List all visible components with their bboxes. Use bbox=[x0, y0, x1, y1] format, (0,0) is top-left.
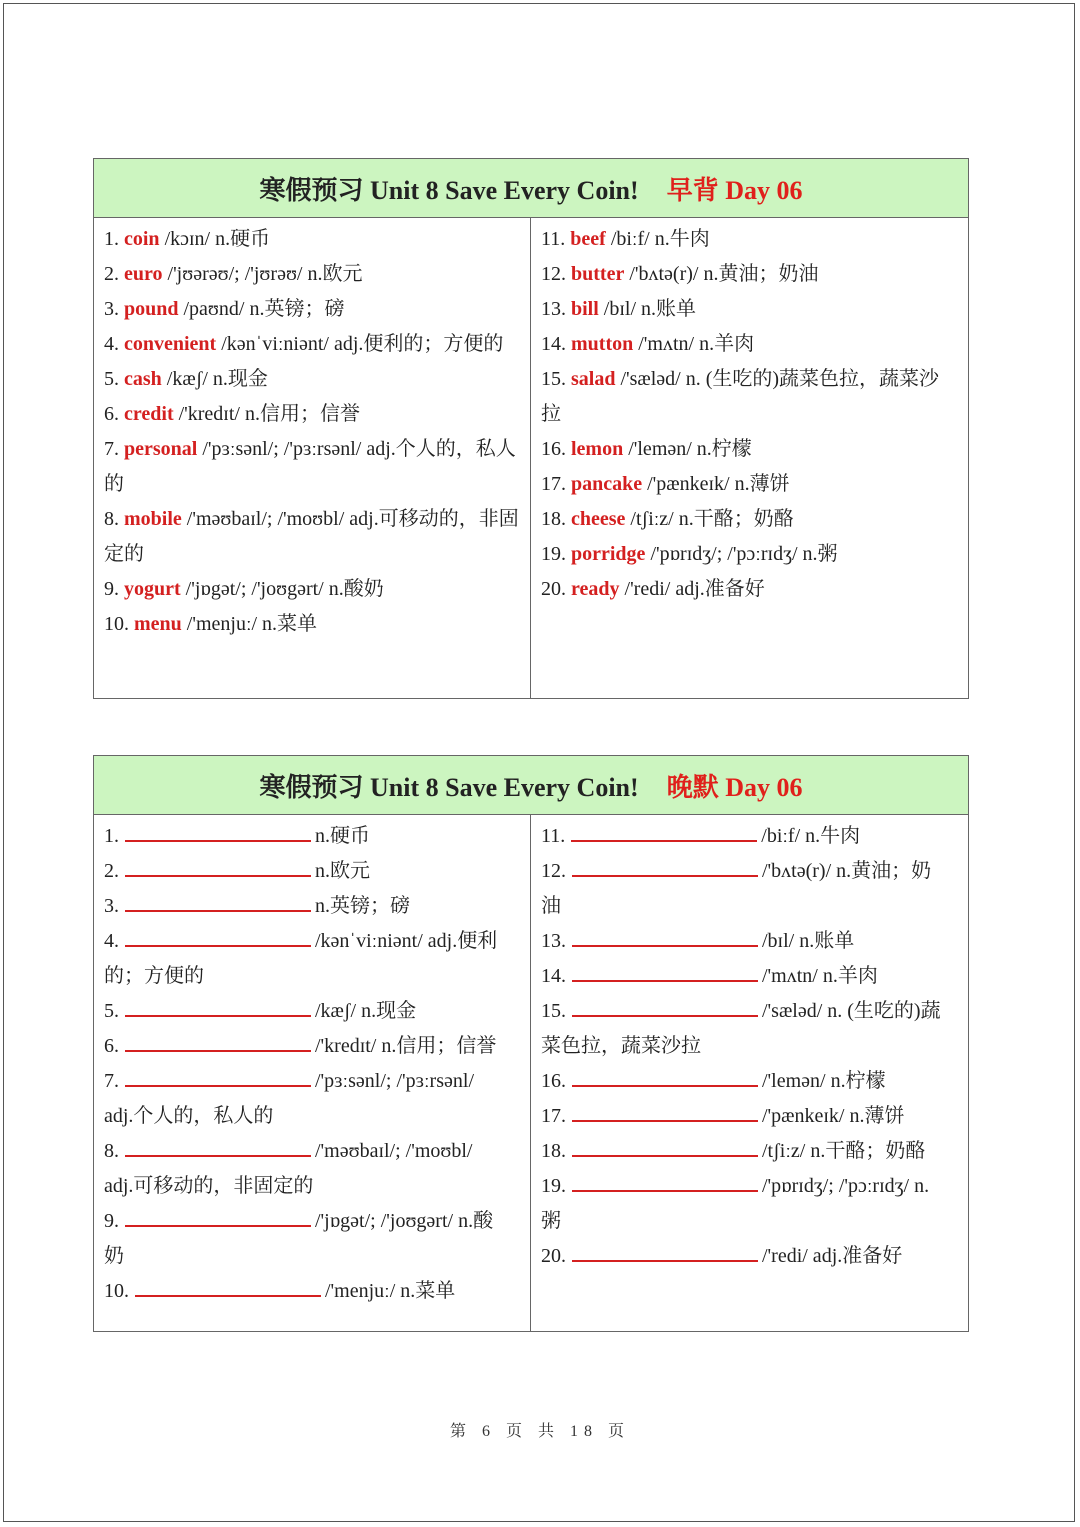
dictation-hint: /'pɒrɪdʒ/; /'pɔːrɪdʒ/ n. bbox=[762, 1175, 930, 1197]
vocab-definition: /'məʊbaɪl/; /'moʊbl/ adj.可移动的，非固定的 bbox=[104, 508, 519, 565]
entry-number: 9. bbox=[104, 1210, 119, 1232]
entry-number: 1. bbox=[104, 228, 124, 250]
entry-number: 4. bbox=[104, 930, 119, 952]
vocab-entry bbox=[541, 432, 958, 467]
vocab-entry bbox=[104, 327, 520, 362]
dictation-entry bbox=[104, 1204, 520, 1239]
evening-card-title: 寒假预习 Unit 8 Save Every Coin! bbox=[259, 772, 639, 802]
answer-blank[interactable] bbox=[572, 855, 758, 877]
dictation-hint: /'pænkeɪk/ n.薄饼 bbox=[762, 1105, 905, 1127]
dictation-hint: /'pɜːsənl/; /'pɜːrsənl/ bbox=[315, 1070, 474, 1092]
entry-number: 13. bbox=[541, 930, 566, 952]
vocab-entry bbox=[104, 572, 520, 607]
vocab-word: lemon bbox=[571, 438, 624, 460]
vocab-definition: /kæʃ/ n.现金 bbox=[161, 368, 268, 390]
entry-number: 6. bbox=[104, 403, 124, 425]
entry-number: 17. bbox=[541, 473, 571, 495]
morning-right-column bbox=[531, 218, 968, 699]
vocab-definition: /'pɜːsənl/; /'pɜːrsənl/ adj.个人的，私人的 bbox=[104, 438, 516, 495]
dictation-hint-continuation: 奶 bbox=[104, 1245, 124, 1267]
vocab-definition: /'pænkeɪk/ n.薄饼 bbox=[642, 473, 790, 495]
vocab-definition: /'bʌtə(r)/ n.黄油；奶油 bbox=[624, 263, 819, 285]
vocab-definition: /kɔɪn/ n.硬币 bbox=[159, 228, 271, 250]
vocab-word: cheese bbox=[571, 508, 626, 530]
dictation-entry bbox=[541, 1064, 958, 1099]
dictation-hint: /'məʊbaɪl/; /'moʊbl/ bbox=[315, 1140, 473, 1162]
dictation-hint: /'sæləd/ n. (生吃的)蔬 bbox=[762, 1000, 941, 1022]
dictation-hint: /'jɒgət/; /'joʊgərt/ n.酸 bbox=[315, 1210, 494, 1232]
dictation-hint: /'lemən/ n.柠檬 bbox=[762, 1070, 886, 1092]
vocab-word: pancake bbox=[571, 473, 643, 495]
vocab-entry bbox=[104, 362, 520, 397]
entry-number: 15. bbox=[541, 368, 571, 390]
entry-number: 19. bbox=[541, 543, 571, 565]
entry-number: 17. bbox=[541, 1105, 566, 1127]
vocab-entry bbox=[104, 502, 520, 572]
dictation-entry bbox=[104, 1134, 520, 1169]
entry-number: 5. bbox=[104, 1000, 119, 1022]
vocab-definition: /biːf/ n.牛肉 bbox=[605, 228, 710, 250]
entry-number: 12. bbox=[541, 860, 566, 882]
dictation-entry bbox=[541, 819, 958, 854]
answer-blank[interactable] bbox=[572, 960, 758, 982]
dictation-hint: /'kredɪt/ n.信用；信誉 bbox=[315, 1035, 497, 1057]
vocab-entry bbox=[104, 607, 520, 642]
dictation-entry bbox=[104, 994, 520, 1029]
answer-blank[interactable] bbox=[125, 855, 311, 877]
dictation-hint: /'mʌtn/ n.羊肉 bbox=[762, 965, 878, 987]
vocab-entry bbox=[104, 432, 520, 502]
evening-card-tag: 晚默 Day 06 bbox=[666, 772, 803, 802]
entry-number: 10. bbox=[104, 613, 134, 635]
vocab-word: credit bbox=[124, 403, 174, 425]
vocab-entry bbox=[104, 257, 520, 292]
answer-blank[interactable] bbox=[135, 1275, 321, 1297]
dictation-hint: n.欧元 bbox=[315, 860, 370, 882]
vocab-definition: /'sæləd/ n. (生吃的)蔬菜色拉，蔬菜沙拉 bbox=[541, 368, 940, 425]
vocab-definition: /'mʌtn/ n.羊肉 bbox=[633, 333, 755, 355]
entry-number: 18. bbox=[541, 1140, 566, 1162]
dictation-entry bbox=[541, 854, 958, 889]
entry-number: 20. bbox=[541, 1245, 566, 1267]
entry-number: 6. bbox=[104, 1035, 119, 1057]
entry-number: 11. bbox=[541, 228, 571, 250]
vocab-word: yogurt bbox=[124, 578, 181, 600]
dictation-hint: /biːf/ n.牛肉 bbox=[761, 825, 861, 847]
dictation-hint: /kənˈviːniənt/ adj.便利 bbox=[315, 930, 498, 952]
vocab-word: cash bbox=[124, 368, 162, 390]
dictation-hint: /bɪl/ n.账单 bbox=[762, 930, 855, 952]
entry-number: 7. bbox=[104, 1070, 119, 1092]
answer-blank[interactable] bbox=[571, 820, 757, 842]
dictation-entry bbox=[541, 959, 958, 994]
vocab-definition: /'pɒrɪdʒ/; /'pɔːrɪdʒ/ n.粥 bbox=[645, 543, 838, 565]
vocab-word: personal bbox=[124, 438, 198, 460]
dictation-entry bbox=[104, 819, 520, 854]
entry-number: 3. bbox=[104, 298, 124, 320]
vocab-definition: /kənˈviːniənt/ adj.便利的；方便的 bbox=[216, 333, 504, 355]
dictation-entry bbox=[104, 1274, 520, 1309]
vocab-entry bbox=[104, 292, 520, 327]
vocab-word: porridge bbox=[571, 543, 646, 565]
vocab-entry bbox=[541, 257, 958, 292]
dictation-entry bbox=[541, 1134, 958, 1169]
vocab-word: coin bbox=[124, 228, 160, 250]
answer-blank[interactable] bbox=[125, 820, 311, 842]
vocab-definition: /'menjuː/ n.菜单 bbox=[181, 613, 318, 635]
vocab-definition: /'jɒgət/; /'joʊgərt/ n.酸奶 bbox=[180, 578, 384, 600]
dictation-entry bbox=[541, 1169, 958, 1204]
entry-number: 9. bbox=[104, 578, 124, 600]
answer-blank[interactable] bbox=[572, 925, 758, 947]
vocab-word: bill bbox=[571, 298, 599, 320]
evening-left-column bbox=[94, 815, 531, 1332]
dictation-hint-continuation: 粥 bbox=[541, 1210, 561, 1232]
answer-blank[interactable] bbox=[572, 1065, 758, 1087]
vocab-definition: /paʊnd/ n.英镑；磅 bbox=[178, 298, 345, 320]
evening-right-column bbox=[531, 815, 968, 1332]
answer-blank[interactable] bbox=[572, 995, 758, 1017]
vocab-definition: /tʃiːz/ n.干酪；奶酪 bbox=[625, 508, 794, 530]
dictation-entry bbox=[104, 889, 520, 924]
answer-blank[interactable] bbox=[125, 925, 311, 947]
entry-number: 1. bbox=[104, 825, 119, 847]
answer-blank[interactable] bbox=[125, 1030, 311, 1052]
dictation-entry bbox=[541, 994, 958, 1029]
dictation-hint: /'bʌtə(r)/ n.黄油；奶 bbox=[762, 860, 932, 882]
dictation-hint-continuation: adj.个人的，私人的 bbox=[104, 1105, 274, 1127]
vocab-entry bbox=[541, 537, 958, 572]
dictation-hint-continuation: 的；方便的 bbox=[104, 965, 204, 987]
entry-number: 14. bbox=[541, 965, 566, 987]
vocab-entry bbox=[541, 502, 958, 537]
dictation-entry bbox=[104, 924, 520, 959]
morning-card-header bbox=[94, 159, 968, 218]
dictation-hint: n.硬币 bbox=[315, 825, 370, 847]
answer-blank[interactable] bbox=[572, 1170, 758, 1192]
answer-blank[interactable] bbox=[125, 1065, 311, 1087]
evening-card-header bbox=[94, 756, 968, 815]
vocab-entry bbox=[541, 572, 958, 607]
entry-number: 5. bbox=[104, 368, 124, 390]
morning-card-title: 寒假预习 Unit 8 Save Every Coin! bbox=[259, 175, 639, 205]
vocab-word: menu bbox=[134, 613, 182, 635]
morning-card-tag: 早背 Day 06 bbox=[666, 175, 803, 205]
answer-blank[interactable] bbox=[125, 1205, 311, 1227]
entry-number: 15. bbox=[541, 1000, 566, 1022]
dictation-hint: /'redi/ adj.准备好 bbox=[762, 1245, 903, 1267]
vocab-word: pound bbox=[124, 298, 179, 320]
entry-number: 16. bbox=[541, 438, 571, 460]
entry-number: 19. bbox=[541, 1175, 566, 1197]
morning-vocab-card bbox=[93, 158, 969, 699]
entry-number: 14. bbox=[541, 333, 571, 355]
vocab-word: salad bbox=[571, 368, 616, 390]
entry-number: 11. bbox=[541, 825, 566, 847]
answer-blank[interactable] bbox=[125, 1135, 311, 1157]
evening-dictation-card bbox=[93, 755, 969, 1332]
dictation-entry bbox=[104, 1064, 520, 1099]
dictation-hint-continuation: adj.可移动的，非固定的 bbox=[104, 1175, 314, 1197]
vocab-word: mobile bbox=[124, 508, 182, 530]
page-number-footer: 第 6 页 共 18 页 bbox=[449, 1423, 630, 1440]
vocab-entry bbox=[541, 467, 958, 502]
answer-blank[interactable] bbox=[572, 1240, 758, 1262]
answer-blank[interactable] bbox=[125, 995, 311, 1017]
entry-number: 12. bbox=[541, 263, 571, 285]
vocab-definition: /'jʊərəʊ/; /'jʊrəʊ/ n.欧元 bbox=[162, 263, 363, 285]
entry-number: 2. bbox=[104, 860, 119, 882]
entry-number: 7. bbox=[104, 438, 124, 460]
dictation-hint: /tʃiːz/ n.干酪；奶酪 bbox=[762, 1140, 926, 1162]
entry-number: 18. bbox=[541, 508, 571, 530]
entry-number: 4. bbox=[104, 333, 124, 355]
answer-blank[interactable] bbox=[572, 1100, 758, 1122]
entry-number: 8. bbox=[104, 508, 124, 530]
vocab-entry bbox=[104, 397, 520, 432]
vocab-word: mutton bbox=[571, 333, 634, 355]
vocab-entry bbox=[541, 292, 958, 327]
dictation-entry bbox=[104, 854, 520, 889]
dictation-hint-continuation: 油 bbox=[541, 895, 561, 917]
entry-number: 3. bbox=[104, 895, 119, 917]
entry-number: 2. bbox=[104, 263, 124, 285]
entry-number: 13. bbox=[541, 298, 571, 320]
vocab-word: butter bbox=[571, 263, 625, 285]
vocab-word: ready bbox=[571, 578, 620, 600]
entry-number: 16. bbox=[541, 1070, 566, 1092]
vocab-word: beef bbox=[570, 228, 606, 250]
vocab-entry bbox=[541, 362, 958, 432]
vocab-word: convenient bbox=[124, 333, 217, 355]
dictation-hint-continuation: 菜色拉，蔬菜沙拉 bbox=[541, 1035, 701, 1057]
vocab-definition: /bɪl/ n.账单 bbox=[598, 298, 697, 320]
vocab-entry bbox=[541, 327, 958, 362]
vocab-entry bbox=[104, 222, 520, 257]
morning-left-column bbox=[94, 218, 531, 699]
dictation-hint: /'menjuː/ n.菜单 bbox=[325, 1280, 456, 1302]
entry-number: 8. bbox=[104, 1140, 119, 1162]
vocab-definition: /'kredɪt/ n.信用；信誉 bbox=[173, 403, 360, 425]
answer-blank[interactable] bbox=[125, 890, 311, 912]
entry-number: 10. bbox=[104, 1280, 129, 1302]
vocab-entry bbox=[541, 222, 958, 257]
dictation-hint: n.英镑；磅 bbox=[315, 895, 410, 917]
dictation-entry bbox=[541, 1099, 958, 1134]
dictation-entry bbox=[541, 1239, 958, 1274]
vocab-definition: /'lemən/ n.柠檬 bbox=[623, 438, 752, 460]
vocab-word: euro bbox=[124, 263, 163, 285]
answer-blank[interactable] bbox=[572, 1135, 758, 1157]
vocab-definition: /'redi/ adj.准备好 bbox=[619, 578, 765, 600]
dictation-entry bbox=[104, 1029, 520, 1064]
dictation-entry bbox=[541, 924, 958, 959]
dictation-hint: /kæʃ/ n.现金 bbox=[315, 1000, 417, 1022]
entry-number: 20. bbox=[541, 578, 571, 600]
